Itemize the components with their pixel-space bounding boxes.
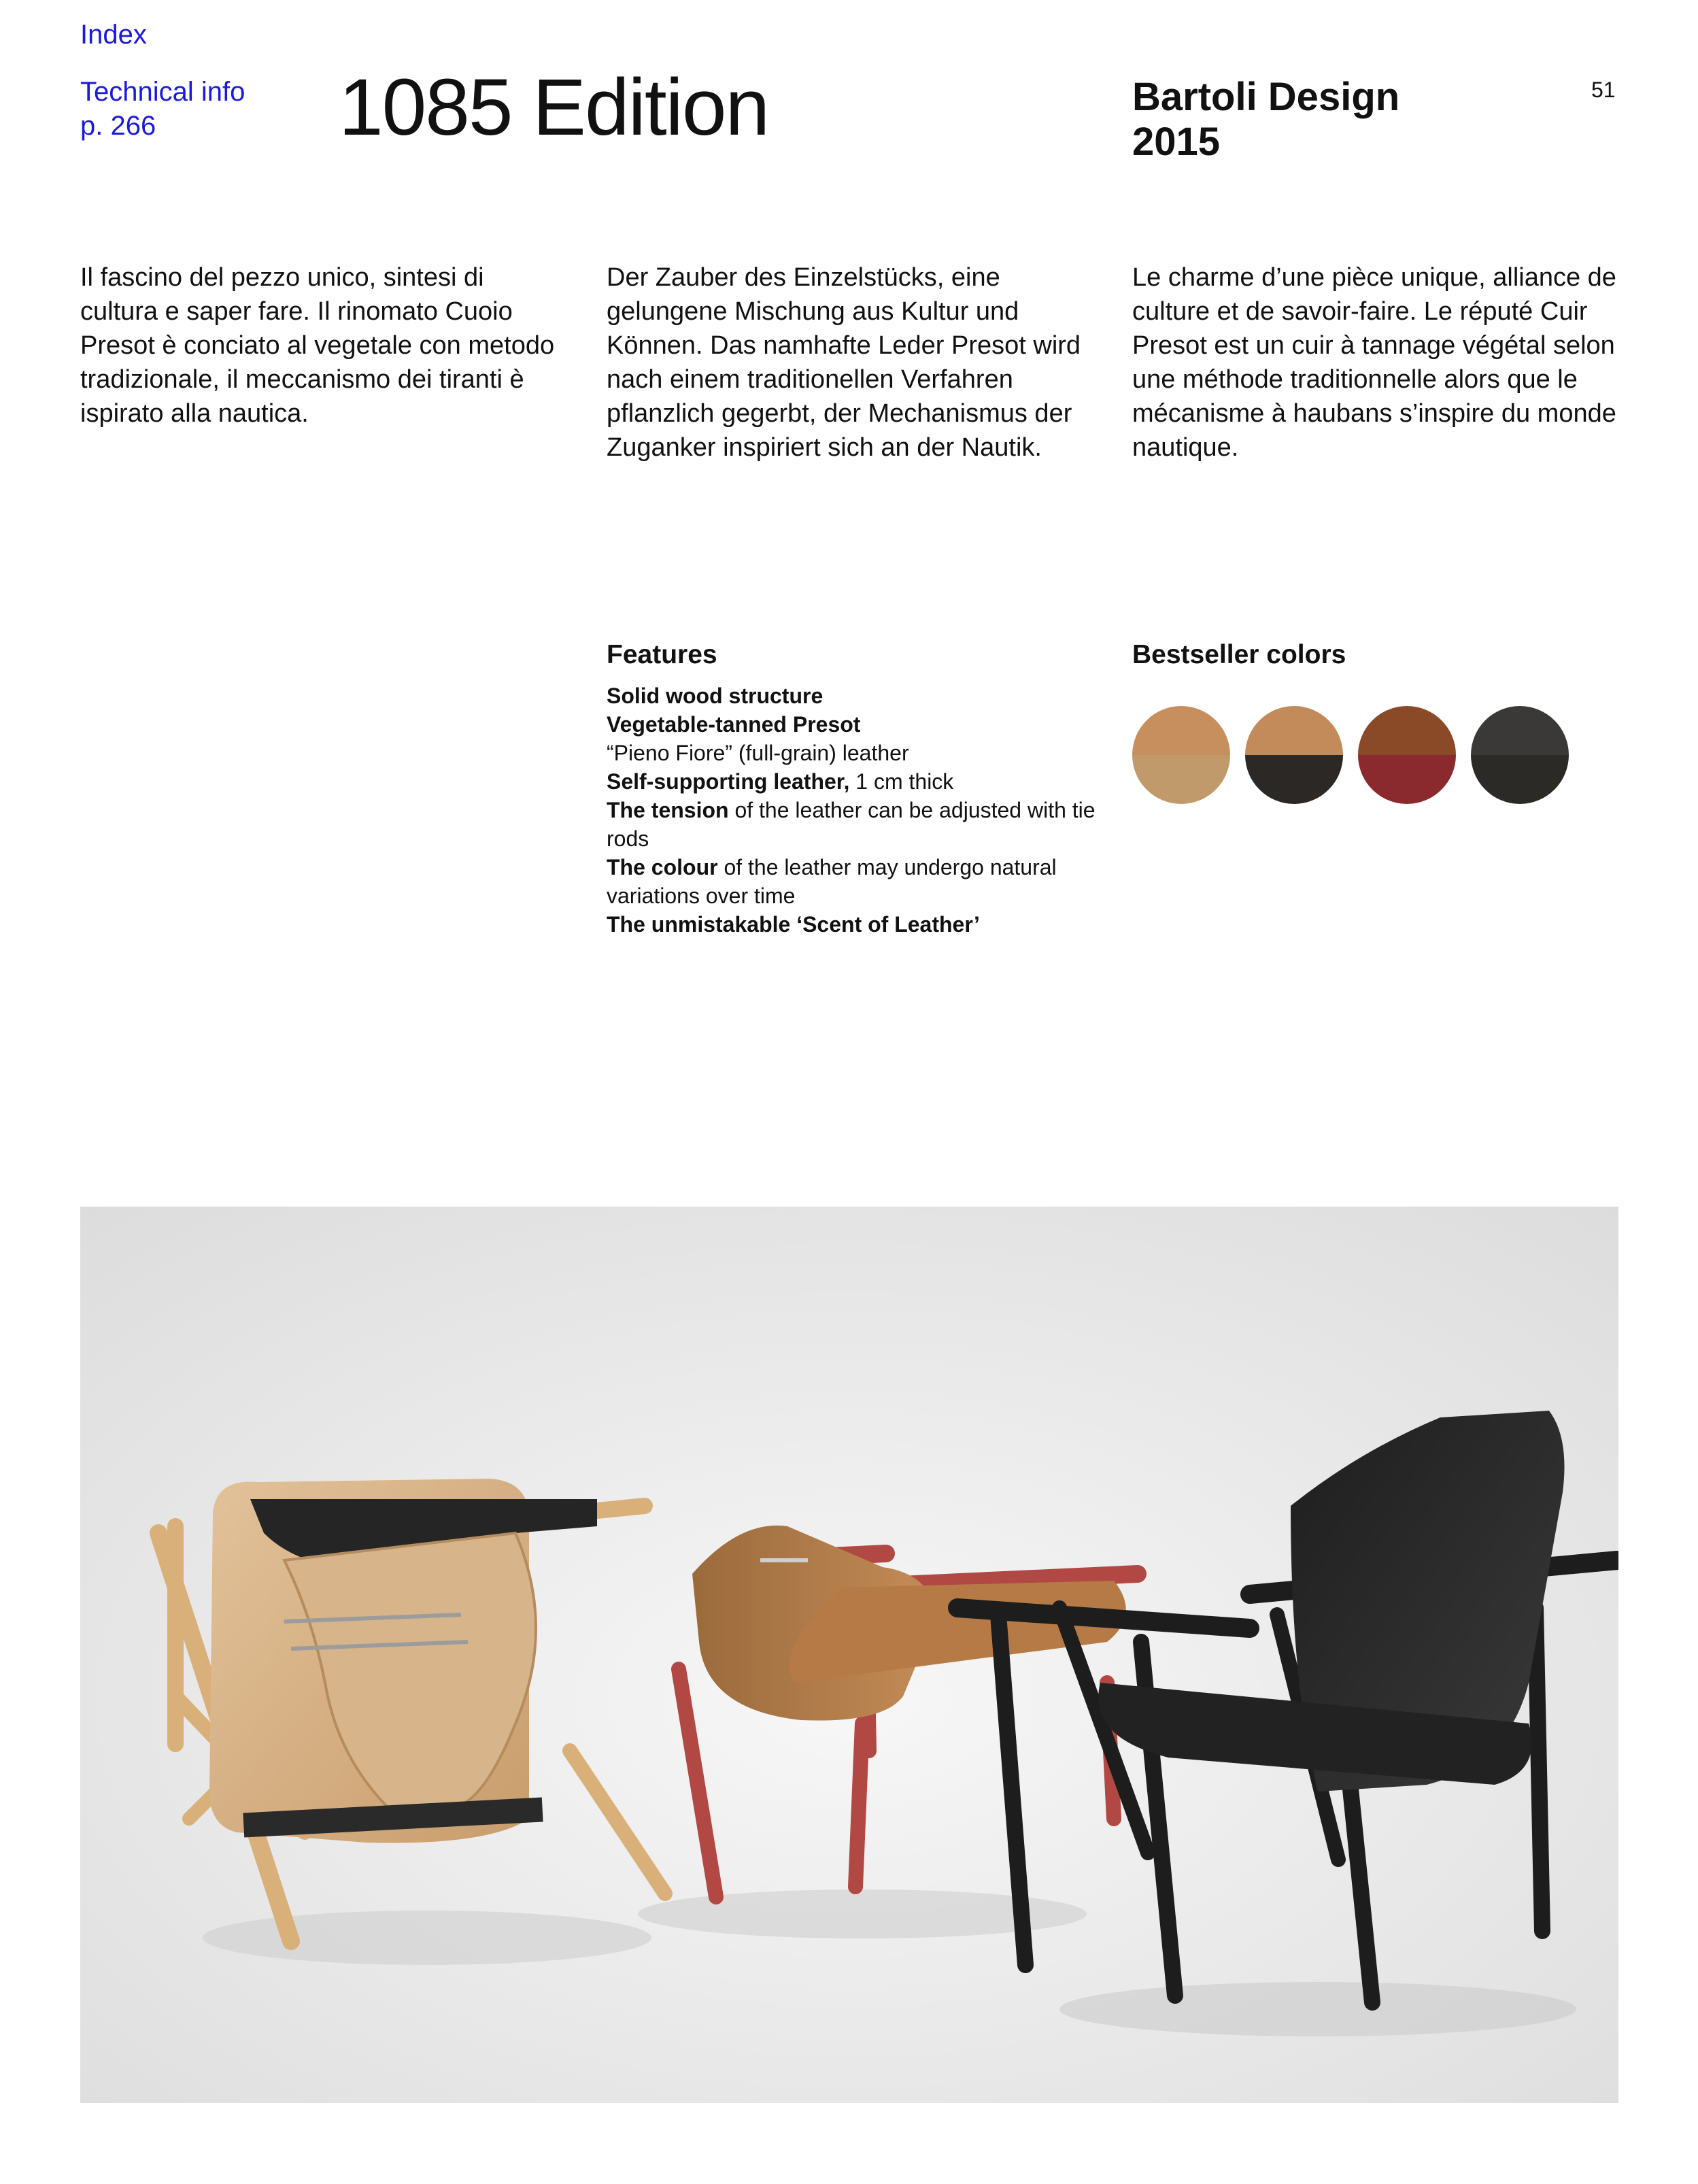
feature-item: The colour of the leather may undergo natural variations over time: [607, 855, 1057, 908]
features-list: [607, 682, 1096, 939]
page-title: 1085 Edition: [339, 63, 769, 152]
intro-german: Der Zauber des Einzelstücks, eine gelungene Mischung aus Kultur und Können. Das namhafte Leder Presot wird nach einem traditionellen Verfahren pflanzlich gegerbt, der Mechanismus der Zuganker inspiriert sich an der Nautik.: [607, 263, 1081, 462]
feature-item: The unmistakable ‘Scent of Leather’: [607, 912, 980, 937]
color-swatch-4: [1471, 706, 1569, 804]
feature-item: Solid wood structure: [607, 684, 823, 708]
feature-item: Vegetable-tanned Presot: [607, 712, 861, 737]
intro-french: Le charme d’une pièce unique, alliance de culture et de savoir-faire. Le réputé Cuir Presot est un cuir à tannage végétal selon une méthode traditionnelle alors que le mécanisme à haubans s’inspire du monde nautique.: [1132, 263, 1616, 462]
page-number: 51: [1591, 78, 1616, 102]
technical-info-link[interactable]: [80, 75, 284, 143]
technical-info-label: Technical info: [80, 77, 245, 107]
intro-italian: Il fascino del pezzo unico, sintesi di cultura e saper fare. Il rinomato Cuoio Presot è conciato al vegetale con metodo tradizionale, il meccanismo dei tiranti è ispirato alla nautica.: [80, 263, 555, 428]
color-swatches: [1132, 706, 1608, 804]
color-swatch-1: [1132, 706, 1230, 804]
design-year: 2015: [1132, 120, 1221, 164]
features-heading: Features: [607, 640, 717, 669]
bestseller-colors-heading: Bestseller colors: [1132, 640, 1346, 669]
feature-item: “Pieno Fiore” (full-grain) leather: [607, 741, 909, 765]
color-swatch-3: [1358, 706, 1456, 804]
product-photo: [80, 1207, 1618, 2103]
designer-name: Bartoli Design: [1132, 75, 1400, 119]
color-swatch-2: [1245, 706, 1343, 804]
feature-item: Self-supporting leather, 1 cm thick: [607, 769, 954, 794]
designer-block: [1132, 75, 1399, 165]
feature-item: The tension of the leather can be adjusted with tie rods: [607, 798, 1096, 851]
technical-info-page: p. 266: [80, 111, 156, 141]
index-link[interactable]: Index: [80, 20, 147, 50]
